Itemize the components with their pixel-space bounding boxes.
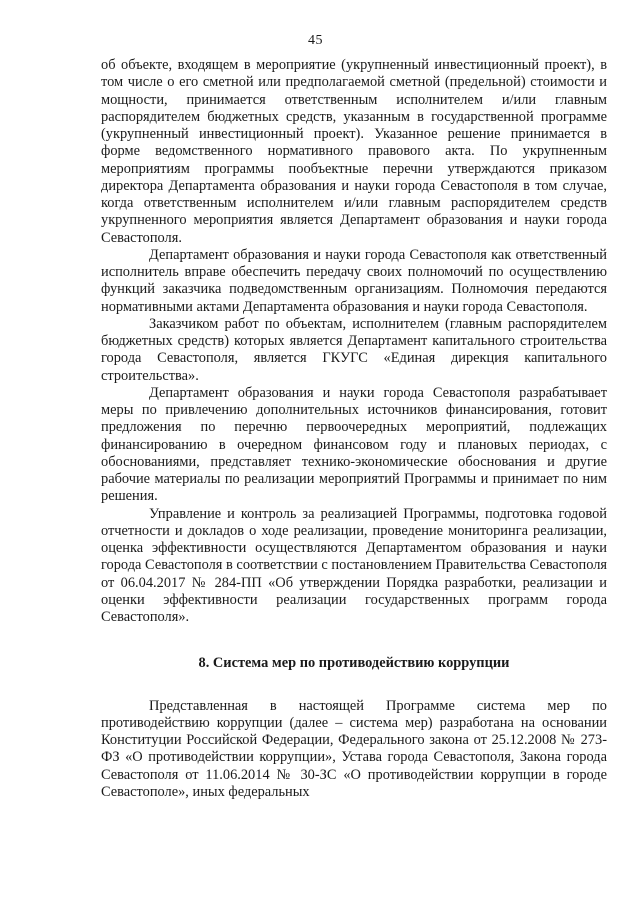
paragraph-financing-measures: Департамент образования и науки города Севастополя разрабатывает меры по привлечению дополнительных источников финансирования, готовит предложения по перечню первоочередных мероприятий, подлежащих финансированию в очередном финансовом году и плановых периодах, с обоснованиями, представляет технико-экономические обоснования и другие рабочие материалы по реализации мероприятий Программы и принимает по ним решения. [101, 384, 607, 505]
paragraph-anticorruption: Представленная в настоящей Программе система мер по противодействию коррупции (далее – система мер) разработана на основании Конституции Российской Федерации, Федерального закона от 25.12.2008 № 273-ФЗ «О противодействии коррупции», Устава города Севастополя, Закона города Севастополя от 11.06.2014 № 30-ЗС «О противодействии коррупции в городе Севастополе», иных федеральных [101, 697, 607, 800]
paragraph-management-control: Управление и контроль за реализацией Программы, подготовка годовой отчетности и докладов о ходе реализации, проведение мониторинга реализации, оценка эффективности осуществляются Департаментом образования и науки города Севастополя в соответствии с постановлением Правительства Севастополя от 06.04.2017 № 284-ПП «Об утверждении Порядка разработки, реализации и оценки эффективности реализации государственных программ города Севастополя». [101, 505, 607, 625]
paragraph-continuation: об объекте, входящем в мероприятие (укрупненный инвестиционный проект), в том числе о его сметной или предполагаемой сметной (предельной) стоимости и мощности, принимается ответственным исполнителем и/или главным распорядителем бюджетных средств, указанным в государственной программе (укрупненный инвестиционный проект). Указанное решение принимается в форме ведомственного нормативного правового акта. По укрупненным мероприятиям программы пообъектные перечни утверждаются приказом директора Департамента образования и науки города Севастополя в том случае, когда ответственным исполнителем и/или главным распорядителем средств укрупненного мероприятия является Департамент образования и науки города Севастополя. [101, 57, 607, 246]
document-body [101, 57, 607, 801]
paragraph-authority-delegation: Департамент образования и науки города Севастополя как ответственный исполнитель вправе обеспечить передачу своих полномочий по осуществлению функций заказчика подведомственным организациям. Полномочия передаются нормативными актами Департамента образования и науки города Севастополя. [101, 246, 607, 315]
page-number: 45 [308, 33, 323, 48]
paragraph-customer: Заказчиком работ по объектам, исполнителем (главным распорядителем бюджетных средств) которых является Департамент капитального строительства города Севастополя, является ГКУГС «Единая дирекция капитального строительства». [101, 315, 607, 384]
section-heading: 8. Система мер по противодействию коррупции [198, 655, 510, 672]
